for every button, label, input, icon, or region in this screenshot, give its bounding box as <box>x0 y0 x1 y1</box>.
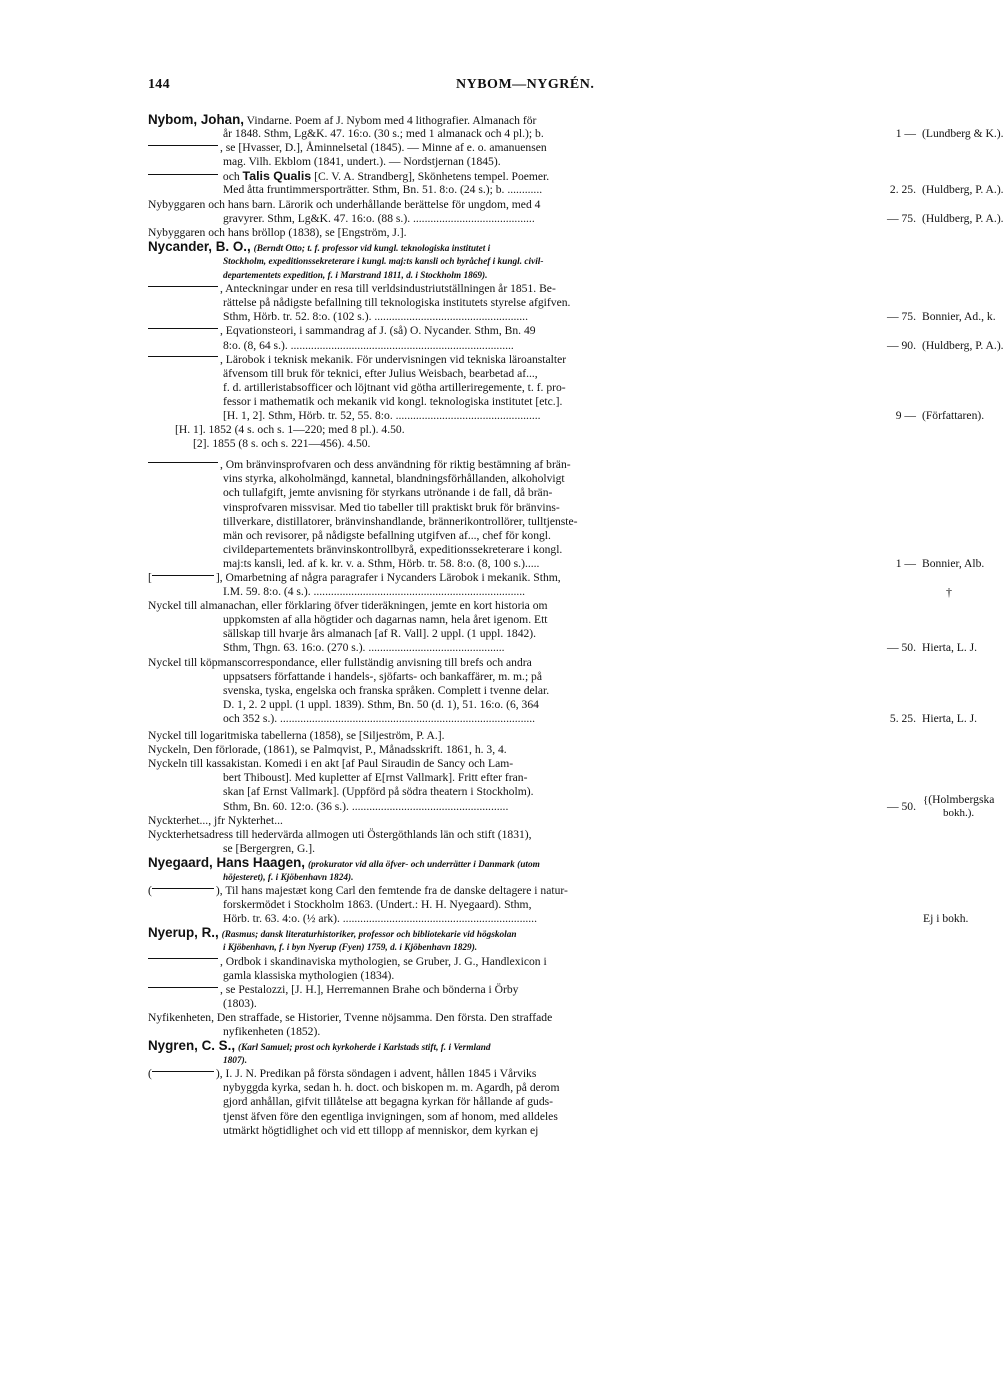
entry-text: skan [af Ernst Vallmark]. (Uppförd på södra theatern i Stockholm). <box>223 785 534 799</box>
ditto-dash <box>148 987 218 988</box>
entry-text: uppsatsers författande i handels-, sjöfarts- och bankaffärer, m. m.; på <box>223 669 543 683</box>
volume-line: [2]. 1855 (8 s. och s. 221—456). 4.50. <box>193 437 371 451</box>
publisher: (Huldberg, P. A.). <box>922 183 1004 197</box>
entry-nycander-omarbetning <box>0 571 952 600</box>
biography: 1807). <box>223 1056 248 1067</box>
biography: höjesteret), f. i Kjöbenhavn 1824). <box>223 872 354 883</box>
entry-text: rättelse på nådigste befallning till teknologiska institutets styrelse afgifven. <box>223 296 571 310</box>
entry-nycander-anteckningar <box>0 282 996 324</box>
publisher: (Huldberg, P. A.). <box>922 338 1004 352</box>
entry-text: I.M. 59. 8:o. (4 s.). ......................................................................... <box>223 585 526 599</box>
publisher: bokh.). <box>943 806 975 819</box>
entry-text: D. 1, 2. 2 uppl. (1 uppl. 1839). Sthm, Bn. 50 (d. 1), 51. 16:o. (6, 364 <box>223 697 539 711</box>
headword: Nyerup, R., <box>148 925 219 941</box>
price: 2. 25. <box>889 183 916 197</box>
price: — 90. <box>887 338 916 352</box>
publisher: Ej i bokh. <box>923 912 969 926</box>
entry-text: 8:o. (8, 64 s.). ............................................................................. <box>223 338 514 352</box>
entry-nybom-vindarne <box>0 112 1004 141</box>
biography: (Karl Samuel; prost och kyrkoherde i Karlstads stift, f. i Vermland <box>237 1043 491 1054</box>
entry-text: f. d. artilleristabsofficer och löjtnant vid götha artilleriregemente, t. f. pro- <box>223 380 566 394</box>
entry-nybom-talis-qualis <box>0 169 1004 197</box>
publisher-brace: {(Holmbergska <box>923 792 995 806</box>
ditto-dash <box>148 958 218 959</box>
entry-text: gamla klassiska mythologien (1834). <box>223 968 395 982</box>
headword: Nybom, Johan, <box>148 112 244 127</box>
publisher: Hierta, L. J. <box>922 711 978 725</box>
entry-text: tjenst äfven före den egentliga invigningen, som af honom, med alldeles <box>223 1109 558 1123</box>
ditto-dash <box>148 174 218 175</box>
entry-nybyggaren-brollop <box>0 226 920 240</box>
entry-text: bert Thiboust]. Med kupletter af E[rnst Vallmark]. Fritt efter fran- <box>223 771 528 785</box>
entry-text: och 352 s.). ........................................................................................ <box>223 711 536 725</box>
ditto-dash <box>152 888 214 889</box>
entry-text: gjord anhållan, gifvit tillåtelse att begagna kyrkan för hållande af guds- <box>223 1095 553 1109</box>
entry-nyerup-ordbok <box>0 955 920 983</box>
entry-text: mag. Vilh. Ekblom (1841, undert.). — Nordstjernan (1845). <box>223 155 501 169</box>
ditto-dash <box>152 1071 214 1072</box>
bracket: [ <box>148 571 152 584</box>
headword: Talis Qualis <box>242 169 312 184</box>
price: 1 — <box>895 556 916 570</box>
entry-text: ), I. J. N. Predikan på första söndagen i advent, hållen 1845 i Vårviks <box>215 1067 537 1081</box>
entry-nycander-larobok <box>0 352 985 452</box>
price: — 75. <box>887 310 916 324</box>
publisher: (Lundberg & K.). <box>922 127 1004 141</box>
entry-text: Nybyggaren och hans bröllop (1838), se [Engström, J.]. <box>148 225 407 239</box>
entry-text: tillverkare, distillatorer, bränvinshandlande, brännerikontrollörer, tulltjenste- <box>223 514 578 528</box>
entry-nygren-predikan <box>0 1067 920 1137</box>
entry-text: år 1848. Sthm, Lg&K. 47. 16:o. (30 s.; med 1 almanack och 4 pl.); b. <box>223 127 544 141</box>
entry-text: och <box>220 170 243 184</box>
biography: Stockholm, expeditionssekreterare i kungl. maj:ts kansli och byråchef i kungl. civil- <box>223 256 544 267</box>
entry-text: Nyckeln till kassakistan. Komedi i en akt [af Paul Siraudin de Sancy och Lam- <box>148 757 514 771</box>
catalog-body <box>0 112 1004 1138</box>
publisher: Bonnier, Alb. <box>922 556 985 570</box>
entry-text: [C. V. A. Strandberg], Skönhetens tempel. Poemer. <box>311 170 550 184</box>
entry-nybyggaren-barn <box>0 197 1004 226</box>
entry-text: , Eqvationsteori, i sammandrag af J. (så) O. Nycander. Sthm, Bn. 49 <box>220 324 536 338</box>
headword: Nycander, B. O., <box>148 238 251 254</box>
entry-text: [H. 1, 2]. Sthm, Hörb. tr. 52, 55. 8:o. .................................................. <box>223 408 541 422</box>
entry-nyckterhet <box>0 814 920 828</box>
entry-nyckel-kopmanscorrespondance <box>0 655 978 726</box>
price: 5. 25. <box>889 711 916 725</box>
entry-nyckel-logaritmiska <box>0 729 920 743</box>
entry-text: Nyckterhetsadress till hedervärda allmogen uti Östergöthlands län och stift (1831), <box>148 827 532 841</box>
entry-nyegaard-heading <box>0 856 920 884</box>
entry-text: och tullafgift, jemte anvisning för styrkans utrönande i de fall, då brän- <box>223 486 553 500</box>
entry-text: äfvensom till bruk för teknici, efter Julius Weisbach, bearbetad af..., <box>223 366 538 380</box>
ditto-dash <box>148 286 218 287</box>
entry-text: Nyfikenheten, Den straffade, se Historier, Tvenne nöjsamma. Den första. Den straffade <box>148 1010 553 1024</box>
entry-text: män och revisorer, på nådigste befallning utgifven af..., chef för kongl. <box>223 528 551 542</box>
entry-text: Hörb. tr. 63. 4:o. (½ ark). ................................................................... <box>223 912 537 926</box>
entry-text: se [Bergergren, G.]. <box>223 841 315 855</box>
entry-text: Nyckel till köpmanscorrespondance, eller fullständig anvisning till brefs och andra <box>148 655 532 669</box>
bracket: ( <box>148 1067 152 1081</box>
entry-nycander-branvinsprofvaren <box>0 458 985 571</box>
entry-text: , Ordbok i skandinaviska mythologien, se Gruber, J. G., Handlexicon i <box>220 954 547 968</box>
ditto-dash <box>148 356 218 357</box>
entry-nycander-heading <box>0 240 920 282</box>
entry-text: (1803). <box>223 996 257 1010</box>
publisher: (Författaren). <box>922 408 985 422</box>
entry-nyckterhetsadress <box>0 828 920 856</box>
entry-text: Med åtta fruntimmersporträtter. Sthm, Bn. 51. 8:o. (24 s.); b. ............ <box>223 183 543 197</box>
publisher: (Huldberg, P. A.). <box>922 211 1004 225</box>
price: — 50. <box>887 641 916 655</box>
entry-text: Nyckeln, Den förlorade, (1861), se Palmqvist, P., Månadsskrift. 1861, h. 3, 4. <box>148 743 507 757</box>
entry-text: Nyckel till logaritmiska tabellerna (1858), se [Siljeström, P. A.]. <box>148 729 445 743</box>
entry-text: , Om bränvinsprofvaren och dess användning för riktig bestämning af brän- <box>220 458 571 472</box>
entry-nycander-eqvationsteori <box>0 324 1004 352</box>
entry-text: vinsprofvaren missvisar. Med tio tabeller till praktiskt bruk för bränvins- <box>223 500 560 514</box>
entry-nyckel-almanachan <box>0 599 978 655</box>
volume-line: [H. 1]. 1852 (4 s. och s. 1—220; med 8 pl.). 4.50. <box>175 423 405 437</box>
entry-text: svenska, tyska, engelska och franska språken. Complett i tvenne delar. <box>223 683 550 697</box>
entry-text: ], Omarbetning af några paragrafer i Nycanders Lärobok i mekanik. Sthm, <box>215 571 561 584</box>
entry-text: Nyckterhet..., jfr Nykterhet... <box>148 813 283 827</box>
entry-nyfikenheten <box>0 1011 920 1039</box>
entry-text: nyfikenheten (1852). <box>223 1025 321 1038</box>
entry-text: Nybyggaren och hans barn. Lärorik och underhållande berättelse för ungdom, med 4 <box>148 197 541 211</box>
entry-nyckeln-forlorade <box>0 743 920 757</box>
headword: Nyegaard, Hans Haagen, <box>148 854 306 870</box>
price: — 75. <box>887 211 916 225</box>
entry-text: , se [Hvasser, D.], Åminnelsetal (1845). — Minne af e. o. amanuensen <box>220 141 547 155</box>
page-number: 144 <box>148 77 170 92</box>
entry-text: Sthm, Hörb. tr. 52. 8:o. (102 s.). ..................................................... <box>223 310 528 324</box>
entry-text: fessor i mathematik och mekanik vid kongl. teknologiska institutet [etc.]. <box>223 394 563 408</box>
entry-text: ), Til hans majestæt kong Carl den femtende fra de danske deltagere i natur- <box>215 884 568 898</box>
publisher: Bonnier, Ad., k. <box>922 310 996 324</box>
entry-text: gravyrer. Sthm, Lg&K. 47. 16:o. (88 s.). .......................................... <box>223 211 535 225</box>
ditto-dash <box>148 462 218 463</box>
entry-text: vins styrka, alkoholmängd, kannetal, blandningsförhållanden, alkoholvigt <box>223 472 565 486</box>
biography: departementets expedition, f. i Marstrand 1811, d. i Stockholm 1869). <box>223 271 488 282</box>
entry-text: , se Pestalozzi, [J. H.], Herremannen Brahe och bönderna i Örby <box>220 982 519 996</box>
entry-text: Nyckel till almanachan, eller förklaring öfver tideräkningen, jemte en kort historia om <box>148 599 548 613</box>
entry-text: maj:ts kansli, led. af k. kr. v. a. Sthm, Hörb. tr. 58. 8:o. (8, 100 s.)..... <box>223 556 540 570</box>
entry-text: uppkomsten af alla högtider och dagarnas namn, hela året igenom. Ett <box>223 613 548 627</box>
entry-text: civildepartementets bränvinskontrollbyrå, expeditionssekreterare i kongl. <box>223 542 563 556</box>
publisher: Hierta, L. J. <box>922 641 978 655</box>
entry-text: Sthm, Bn. 60. 12:o. (36 s.). ...................................................... <box>223 799 509 813</box>
price: 1 — <box>895 127 916 141</box>
entry-text: forskermödet i Stockholm 1863. (Undert.: H. H. Nyegaard). Sthm, <box>223 898 532 912</box>
biography: (Rasmus; dansk literaturhistoriker, professor och bibliotekarie vid högskolan <box>221 930 517 941</box>
entry-text: Vindarne. Poem af J. Nybom med 4 lithografier. Almanach för <box>243 114 537 127</box>
entry-nygren-heading <box>0 1039 920 1067</box>
entry-nyerup-pestalozzi <box>0 983 920 1011</box>
ditto-dash <box>148 328 218 329</box>
entry-nyerup-heading <box>0 926 920 954</box>
entry-text: utmärkt högtidlighet och vid ett tillopp af menniskor, dem kyrkan ej <box>223 1123 539 1137</box>
headword: Nygren, C. S., <box>148 1038 236 1054</box>
entry-text: , Lärobok i teknisk mekanik. För undervisningen vid tekniska läroanstalter <box>220 352 567 366</box>
entry-text: sällskap till hvarje års almanach [af R. Vall]. 2 uppl. (1 uppl. 1842). <box>223 627 537 641</box>
price: — 50. <box>887 799 916 813</box>
bracket: ( <box>148 884 152 898</box>
biography: i Kjöbenhavn, f. i byn Nyerup (Fyen) 1759, d. i Kjöbenhavn 1829). <box>223 943 478 954</box>
biography: (prokurator vid alla öfver- och underrätter i Danmark (utom <box>307 859 540 870</box>
entry-text: Sthm, Thgn. 63. 16:o. (270 s.). ............................................... <box>223 641 505 655</box>
biography: (Berndt Otto; t. f. professor vid kungl. teknologiska institutet i <box>253 243 491 254</box>
entry-text: , Anteckningar under en resa till verldsindustriutställningen år 1851. Be- <box>220 282 556 296</box>
entry-nyckeln-kassakistan <box>0 757 995 819</box>
ditto-dash <box>148 145 218 146</box>
entry-text: nybyggda kyrka, sedan h. h. doct. och biskopen m. m. Agardh, på derom <box>223 1081 560 1095</box>
dagger-mark: † <box>946 585 952 600</box>
publisher: (Holmbergska <box>928 792 995 806</box>
running-title: NYBOM—NYGRÉN. <box>456 77 595 92</box>
entry-nyegaard-til-hans-majestaet <box>0 884 969 926</box>
ditto-dash <box>152 575 214 576</box>
price: 9 — <box>895 408 916 422</box>
entry-nybom-hvasser <box>0 141 920 169</box>
